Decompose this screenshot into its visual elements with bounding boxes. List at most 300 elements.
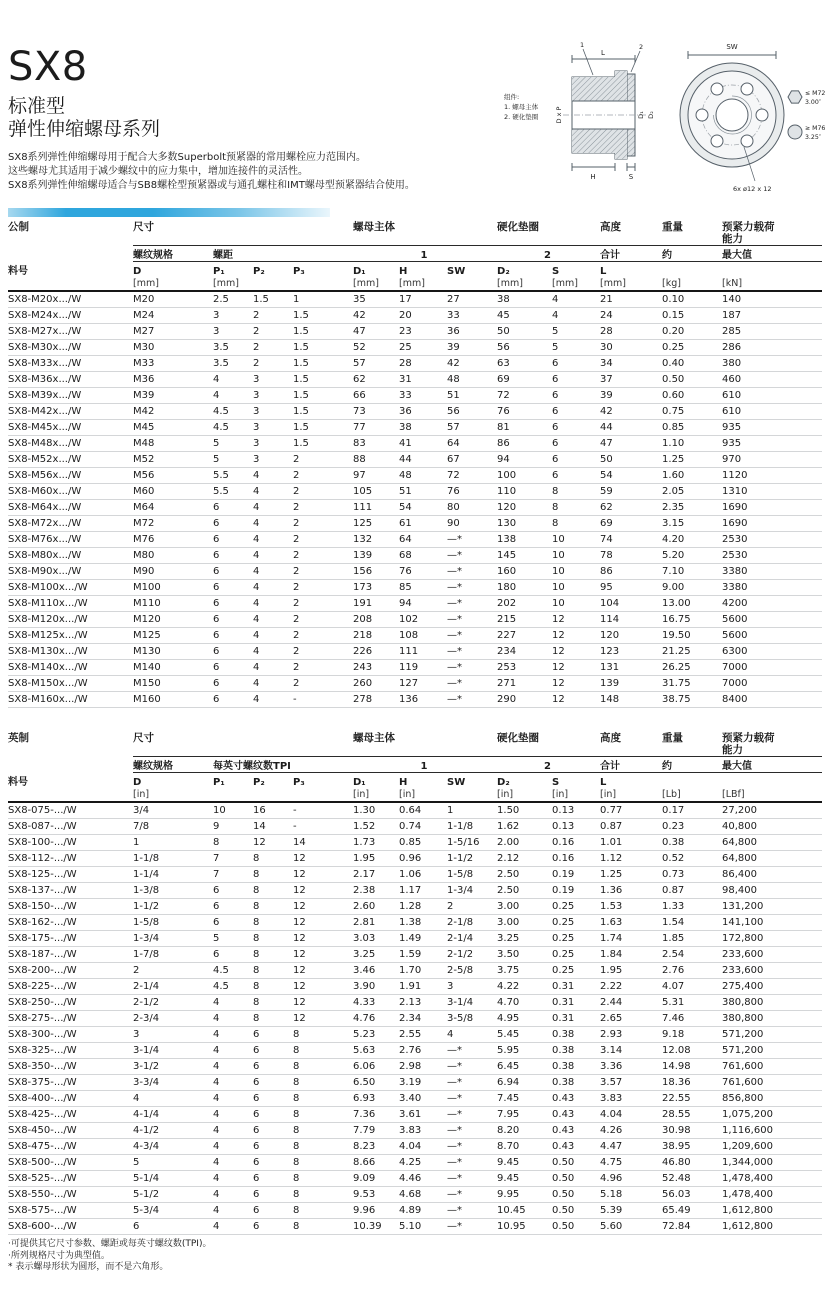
value-cell: 2.05 bbox=[662, 484, 722, 500]
value-cell: 8 bbox=[293, 1043, 353, 1059]
value-cell: 1.5 bbox=[293, 324, 353, 340]
value-cell: 6 bbox=[213, 596, 253, 612]
value-cell: 1 bbox=[133, 835, 213, 851]
value-cell: 7000 bbox=[722, 660, 822, 676]
value-cell: 3 bbox=[253, 372, 293, 388]
value-cell: 51 bbox=[447, 388, 497, 404]
table-row bbox=[8, 867, 822, 883]
group-preload-capacity bbox=[722, 728, 822, 757]
col-header-part-number: 料号 bbox=[8, 773, 133, 803]
value-cell: 2.5 bbox=[213, 291, 253, 308]
value-cell: 3.40 bbox=[399, 1091, 447, 1107]
value-cell: 4 bbox=[253, 564, 293, 580]
value-cell: 0.96 bbox=[399, 851, 447, 867]
value-cell: 4200 bbox=[722, 596, 822, 612]
value-cell: 0.25 bbox=[552, 899, 600, 915]
col-header: P₃ bbox=[293, 773, 353, 803]
value-cell: 72 bbox=[447, 468, 497, 484]
value-cell: 4 bbox=[552, 291, 600, 308]
value-cell: 380 bbox=[722, 356, 822, 372]
value-cell: M160 bbox=[133, 692, 213, 708]
value-cell: 28 bbox=[399, 356, 447, 372]
value-cell: 3 bbox=[253, 420, 293, 436]
part-number-cell: SX8-475-.../W bbox=[8, 1139, 133, 1155]
value-cell: 2.60 bbox=[353, 899, 399, 915]
value-cell: 65.49 bbox=[662, 1203, 722, 1219]
value-cell: 110 bbox=[497, 484, 552, 500]
value-cell: 571,200 bbox=[722, 1043, 822, 1059]
callout-1-nut-body: 1 bbox=[580, 41, 585, 49]
value-cell: 12 bbox=[552, 644, 600, 660]
value-cell: 3 bbox=[253, 404, 293, 420]
hatch-upper-body bbox=[572, 77, 615, 101]
value-cell: 1690 bbox=[722, 516, 822, 532]
value-cell: 2 bbox=[293, 484, 353, 500]
value-cell: 1.5 bbox=[293, 436, 353, 452]
value-cell: 6300 bbox=[722, 644, 822, 660]
value-cell: 14.98 bbox=[662, 1059, 722, 1075]
value-cell: 5.60 bbox=[600, 1219, 662, 1235]
value-cell: 1.54 bbox=[662, 915, 722, 931]
value-cell: 1.36 bbox=[600, 883, 662, 899]
description-line: 这些螺母尤其适用于减少螺纹中的应力集中，增加连接件的灵活性。 bbox=[8, 166, 308, 177]
value-cell: 0.31 bbox=[552, 979, 600, 995]
hatch-lower-flange bbox=[615, 129, 627, 159]
table-row bbox=[8, 835, 822, 851]
value-cell: 2-1/4 bbox=[447, 931, 497, 947]
value-cell: M80 bbox=[133, 548, 213, 564]
value-cell: 25 bbox=[399, 340, 447, 356]
value-cell: 0.50 bbox=[552, 1203, 600, 1219]
value-cell: 1,116,600 bbox=[722, 1123, 822, 1139]
value-cell: 38.95 bbox=[662, 1139, 722, 1155]
value-cell: 2 bbox=[293, 596, 353, 612]
value-cell: 4 bbox=[253, 660, 293, 676]
value-cell: 6 bbox=[552, 356, 600, 372]
part-number-cell: SX8-M60x.../W bbox=[8, 484, 133, 500]
value-cell: 2.81 bbox=[353, 915, 399, 931]
col-header: D [in] bbox=[133, 773, 213, 803]
value-cell: —* bbox=[447, 1171, 497, 1187]
value-cell: 278 bbox=[353, 692, 399, 708]
value-cell: 8 bbox=[253, 979, 293, 995]
value-cell: 5.10 bbox=[399, 1219, 447, 1235]
value-cell: 0.60 bbox=[662, 388, 722, 404]
value-cell: 4.70 bbox=[497, 995, 552, 1011]
value-cell: - bbox=[293, 802, 353, 819]
value-cell: 10 bbox=[552, 548, 600, 564]
col-header: [kg] bbox=[662, 262, 722, 292]
value-cell: 2.54 bbox=[662, 947, 722, 963]
dim-label-DxP: D x P bbox=[555, 106, 563, 124]
value-cell: 52 bbox=[353, 340, 399, 356]
value-cell: 0.43 bbox=[552, 1107, 600, 1123]
value-cell: 111 bbox=[353, 500, 399, 516]
part-number-cell: SX8-M90x.../W bbox=[8, 564, 133, 580]
value-cell: 12 bbox=[552, 692, 600, 708]
imperial-table-body bbox=[8, 802, 822, 1235]
value-cell: 1.5 bbox=[293, 308, 353, 324]
value-cell: 6 bbox=[552, 388, 600, 404]
col-header: P₂ bbox=[253, 773, 293, 803]
value-cell: 16 bbox=[253, 802, 293, 819]
value-cell: 8 bbox=[293, 1027, 353, 1043]
value-cell: 6 bbox=[253, 1091, 293, 1107]
value-cell: 1.84 bbox=[600, 947, 662, 963]
value-cell: —* bbox=[447, 612, 497, 628]
value-cell: 1.74 bbox=[600, 931, 662, 947]
value-cell: 10 bbox=[213, 802, 253, 819]
value-cell: 59 bbox=[600, 484, 662, 500]
round-shape-icon bbox=[788, 125, 802, 139]
value-cell: —* bbox=[447, 628, 497, 644]
value-cell: 180 bbox=[497, 580, 552, 596]
value-cell: 63 bbox=[497, 356, 552, 372]
value-cell: 0.38 bbox=[552, 1027, 600, 1043]
value-cell: 12 bbox=[293, 915, 353, 931]
value-cell: 6 bbox=[253, 1155, 293, 1171]
value-cell: 8.20 bbox=[497, 1123, 552, 1139]
value-cell: 39 bbox=[447, 340, 497, 356]
value-cell: 1.95 bbox=[600, 963, 662, 979]
value-cell: 5 bbox=[213, 931, 253, 947]
value-cell: 1,612,800 bbox=[722, 1219, 822, 1235]
value-cell: 5.31 bbox=[662, 995, 722, 1011]
value-cell: 6 bbox=[213, 947, 253, 963]
value-cell: 3.57 bbox=[600, 1075, 662, 1091]
value-cell: 208 bbox=[353, 612, 399, 628]
empty-cell bbox=[8, 246, 133, 262]
value-cell: 41 bbox=[399, 436, 447, 452]
part-number-cell: SX8-500-.../W bbox=[8, 1155, 133, 1171]
dim-label-L: L bbox=[601, 49, 605, 57]
value-cell: 8 bbox=[253, 883, 293, 899]
value-cell: 48 bbox=[447, 372, 497, 388]
group-nut-body: 螺母主体 bbox=[353, 732, 395, 744]
value-cell: 0.74 bbox=[399, 819, 447, 835]
table-row bbox=[8, 436, 822, 452]
value-cell: 1.10 bbox=[662, 436, 722, 452]
value-cell: 50 bbox=[600, 452, 662, 468]
value-cell: 6 bbox=[552, 436, 600, 452]
value-cell: 39 bbox=[600, 388, 662, 404]
value-cell: 2 bbox=[293, 660, 353, 676]
value-cell: 1120 bbox=[722, 468, 822, 484]
value-cell: 6 bbox=[133, 1219, 213, 1235]
value-cell: 761,600 bbox=[722, 1075, 822, 1091]
value-cell: 73 bbox=[353, 404, 399, 420]
group-weight: 重量 bbox=[662, 732, 684, 744]
value-cell: 8 bbox=[253, 1011, 293, 1027]
value-cell: 233,600 bbox=[722, 963, 822, 979]
value-cell: 6 bbox=[253, 1187, 293, 1203]
col-header: P₂ bbox=[253, 262, 293, 292]
value-cell: 260 bbox=[353, 676, 399, 692]
table-row bbox=[8, 548, 822, 564]
value-cell: 88 bbox=[353, 452, 399, 468]
value-cell: 12 bbox=[293, 851, 353, 867]
value-cell: 64,800 bbox=[722, 835, 822, 851]
col-header: [kN] bbox=[722, 262, 822, 292]
value-cell: 0.43 bbox=[552, 1139, 600, 1155]
value-cell: 18.36 bbox=[662, 1075, 722, 1091]
value-cell: 2.50 bbox=[497, 867, 552, 883]
value-cell: M36 bbox=[133, 372, 213, 388]
value-cell: 12 bbox=[293, 979, 353, 995]
value-cell: M150 bbox=[133, 676, 213, 692]
value-cell: —* bbox=[447, 1123, 497, 1139]
value-cell: 2.44 bbox=[600, 995, 662, 1011]
value-cell: 285 bbox=[722, 324, 822, 340]
table-row bbox=[8, 644, 822, 660]
value-cell: 5-3/4 bbox=[133, 1203, 213, 1219]
value-cell: 102 bbox=[399, 612, 447, 628]
value-cell: 6 bbox=[213, 883, 253, 899]
value-cell: 13.00 bbox=[662, 596, 722, 612]
value-cell: 6 bbox=[213, 644, 253, 660]
value-cell: 10 bbox=[552, 532, 600, 548]
value-cell: —* bbox=[447, 660, 497, 676]
value-cell: 16.75 bbox=[662, 612, 722, 628]
table-row bbox=[8, 819, 822, 835]
value-cell: 3 bbox=[133, 1027, 213, 1043]
value-cell: 4 bbox=[253, 628, 293, 644]
value-cell: 5 bbox=[552, 340, 600, 356]
value-cell: 4 bbox=[253, 516, 293, 532]
part-number-cell: SX8-M100x.../W bbox=[8, 580, 133, 596]
value-cell: M76 bbox=[133, 532, 213, 548]
value-cell: 3.90 bbox=[353, 979, 399, 995]
value-cell: 108 bbox=[399, 628, 447, 644]
value-cell: 54 bbox=[600, 468, 662, 484]
value-cell: 42 bbox=[447, 356, 497, 372]
value-cell: - bbox=[293, 819, 353, 835]
group-preload-line2: 能力 bbox=[722, 743, 744, 756]
value-cell: 5.5 bbox=[213, 484, 253, 500]
value-cell: 3.03 bbox=[353, 931, 399, 947]
table-row bbox=[8, 947, 822, 963]
hatch-lower-body bbox=[572, 129, 615, 153]
value-cell: 90 bbox=[447, 516, 497, 532]
part-number-cell: SX8-M48x.../W bbox=[8, 436, 133, 452]
value-cell: 4.96 bbox=[600, 1171, 662, 1187]
sub-tpi: 每英寸螺纹数TPI bbox=[213, 757, 353, 773]
value-cell: 6 bbox=[213, 500, 253, 516]
table-row bbox=[8, 308, 822, 324]
value-cell: 173 bbox=[353, 580, 399, 596]
value-cell: 8 bbox=[293, 1107, 353, 1123]
value-cell: 7.10 bbox=[662, 564, 722, 580]
value-cell: 139 bbox=[600, 676, 662, 692]
value-cell: M24 bbox=[133, 308, 213, 324]
group-nut-body: 螺母主体 bbox=[353, 221, 395, 233]
value-cell: 57 bbox=[353, 356, 399, 372]
value-cell: 5.23 bbox=[353, 1027, 399, 1043]
legend-item-washer: 2. 硬化垫圈 bbox=[504, 113, 539, 121]
value-cell: 0.25 bbox=[552, 947, 600, 963]
table-row bbox=[8, 468, 822, 484]
value-cell: 6 bbox=[552, 404, 600, 420]
group-weight: 重量 bbox=[662, 221, 684, 233]
value-cell: 2-5/8 bbox=[447, 963, 497, 979]
value-cell: M56 bbox=[133, 468, 213, 484]
group-preload-capacity bbox=[722, 217, 822, 246]
value-cell: M64 bbox=[133, 500, 213, 516]
nut-drawing-svg bbox=[497, 35, 827, 213]
part-number-cell: SX8-M125x.../W bbox=[8, 628, 133, 644]
value-cell: 6.94 bbox=[497, 1075, 552, 1091]
part-number-cell: SX8-M45x.../W bbox=[8, 420, 133, 436]
value-cell: 37 bbox=[600, 372, 662, 388]
value-cell: 9.00 bbox=[662, 580, 722, 596]
part-number-cell: SX8-225-.../W bbox=[8, 979, 133, 995]
value-cell: 8400 bbox=[722, 692, 822, 708]
table-row bbox=[8, 1059, 822, 1075]
part-number-cell: SX8-600-.../W bbox=[8, 1219, 133, 1235]
value-cell: 3.25 bbox=[353, 947, 399, 963]
part-number-cell: SX8-M64x.../W bbox=[8, 500, 133, 516]
part-number-cell: SX8-M30x.../W bbox=[8, 340, 133, 356]
value-cell: 5 bbox=[213, 452, 253, 468]
value-cell: 54 bbox=[399, 500, 447, 516]
value-cell: 4.22 bbox=[497, 979, 552, 995]
value-cell: 4 bbox=[213, 1187, 253, 1203]
value-cell: —* bbox=[447, 1139, 497, 1155]
value-cell: 6 bbox=[213, 628, 253, 644]
value-cell: 1,344,000 bbox=[722, 1155, 822, 1171]
value-cell: 1-1/8 bbox=[447, 819, 497, 835]
sub-pitch: 螺距 bbox=[213, 246, 353, 262]
part-number-cell: SX8-250-.../W bbox=[8, 995, 133, 1011]
value-cell: —* bbox=[447, 644, 497, 660]
value-cell: 0.19 bbox=[552, 883, 600, 899]
part-number-cell: SX8-150-.../W bbox=[8, 899, 133, 915]
value-cell: 275,400 bbox=[722, 979, 822, 995]
value-cell: 56 bbox=[447, 404, 497, 420]
value-cell: 4 bbox=[213, 1123, 253, 1139]
value-cell: 3-1/2 bbox=[133, 1059, 213, 1075]
value-cell: 8.70 bbox=[497, 1139, 552, 1155]
value-cell: 2 bbox=[133, 963, 213, 979]
value-cell: 4.68 bbox=[399, 1187, 447, 1203]
table-row bbox=[8, 883, 822, 899]
value-cell: 2 bbox=[293, 580, 353, 596]
imperial-column-header-row bbox=[8, 773, 822, 803]
value-cell: 123 bbox=[600, 644, 662, 660]
col-header: S [in] bbox=[552, 773, 600, 803]
value-cell: 290 bbox=[497, 692, 552, 708]
value-cell: 156 bbox=[353, 564, 399, 580]
value-cell: 9.96 bbox=[353, 1203, 399, 1219]
value-cell: 0.16 bbox=[552, 835, 600, 851]
table-row bbox=[8, 1107, 822, 1123]
value-cell: 4-1/4 bbox=[133, 1107, 213, 1123]
value-cell: 0.73 bbox=[662, 867, 722, 883]
value-cell: 4 bbox=[213, 1059, 253, 1075]
value-cell: 3.15 bbox=[662, 516, 722, 532]
value-cell: 86,400 bbox=[722, 867, 822, 883]
value-cell: 33 bbox=[399, 388, 447, 404]
dim-label-S: S bbox=[628, 173, 634, 181]
value-cell: 46.80 bbox=[662, 1155, 722, 1171]
value-cell: 6 bbox=[213, 548, 253, 564]
value-cell: 1-5/16 bbox=[447, 835, 497, 851]
value-cell: 12 bbox=[293, 883, 353, 899]
table-row bbox=[8, 452, 822, 468]
value-cell: 0.87 bbox=[662, 883, 722, 899]
round-range-size: 3.25″ bbox=[805, 134, 822, 141]
value-cell: 10 bbox=[552, 596, 600, 612]
value-cell: 1-1/4 bbox=[133, 867, 213, 883]
value-cell: 56 bbox=[497, 340, 552, 356]
value-cell: 52.48 bbox=[662, 1171, 722, 1187]
value-cell: 0.85 bbox=[662, 420, 722, 436]
table-row bbox=[8, 564, 822, 580]
part-number-cell: SX8-187-.../W bbox=[8, 947, 133, 963]
value-cell: 4-3/4 bbox=[133, 1139, 213, 1155]
value-cell: 4 bbox=[253, 644, 293, 660]
value-cell: 0.38 bbox=[662, 835, 722, 851]
value-cell: 191 bbox=[353, 596, 399, 612]
value-cell: 380,800 bbox=[722, 1011, 822, 1027]
part-number-cell: SX8-M39x.../W bbox=[8, 388, 133, 404]
value-cell: 2530 bbox=[722, 532, 822, 548]
value-cell: 83 bbox=[353, 436, 399, 452]
value-cell: 131 bbox=[600, 660, 662, 676]
table-row bbox=[8, 931, 822, 947]
value-cell: 86 bbox=[497, 436, 552, 452]
value-cell: 271 bbox=[497, 676, 552, 692]
value-cell: 140 bbox=[722, 291, 822, 308]
value-cell: 7 bbox=[213, 851, 253, 867]
value-cell: 27 bbox=[447, 291, 497, 308]
group-size: 尺寸 bbox=[133, 732, 154, 744]
value-cell: 4 bbox=[253, 468, 293, 484]
value-cell: —* bbox=[447, 564, 497, 580]
value-cell: 97 bbox=[353, 468, 399, 484]
metric-group-header-row bbox=[8, 217, 822, 246]
value-cell: 4 bbox=[253, 676, 293, 692]
value-cell: 9 bbox=[213, 819, 253, 835]
value-cell: 3 bbox=[213, 324, 253, 340]
value-cell: 2.76 bbox=[662, 963, 722, 979]
value-cell: 2 bbox=[253, 356, 293, 372]
value-cell: 0.13 bbox=[552, 802, 600, 819]
value-cell: 9.09 bbox=[353, 1171, 399, 1187]
value-cell: 8 bbox=[293, 1155, 353, 1171]
value-cell: 3380 bbox=[722, 564, 822, 580]
value-cell: 67 bbox=[447, 452, 497, 468]
value-cell: —* bbox=[447, 1219, 497, 1235]
part-number-cell: SX8-M130x.../W bbox=[8, 644, 133, 660]
value-cell: 35 bbox=[353, 291, 399, 308]
value-cell: 1.70 bbox=[399, 963, 447, 979]
table-row bbox=[8, 1139, 822, 1155]
part-number-cell: SX8-M76x.../W bbox=[8, 532, 133, 548]
value-cell: 5 bbox=[552, 324, 600, 340]
callout-2-leader bbox=[631, 51, 640, 72]
value-cell: 0.50 bbox=[552, 1187, 600, 1203]
value-cell: 3380 bbox=[722, 580, 822, 596]
value-cell: 47 bbox=[353, 324, 399, 340]
value-cell: 5-1/2 bbox=[133, 1187, 213, 1203]
part-number-cell: SX8-M52x.../W bbox=[8, 452, 133, 468]
value-cell: 8 bbox=[293, 1139, 353, 1155]
value-cell: 2.35 bbox=[662, 500, 722, 516]
value-cell: 40,800 bbox=[722, 819, 822, 835]
col-header: [Lb] bbox=[662, 773, 722, 803]
table-row bbox=[8, 851, 822, 867]
